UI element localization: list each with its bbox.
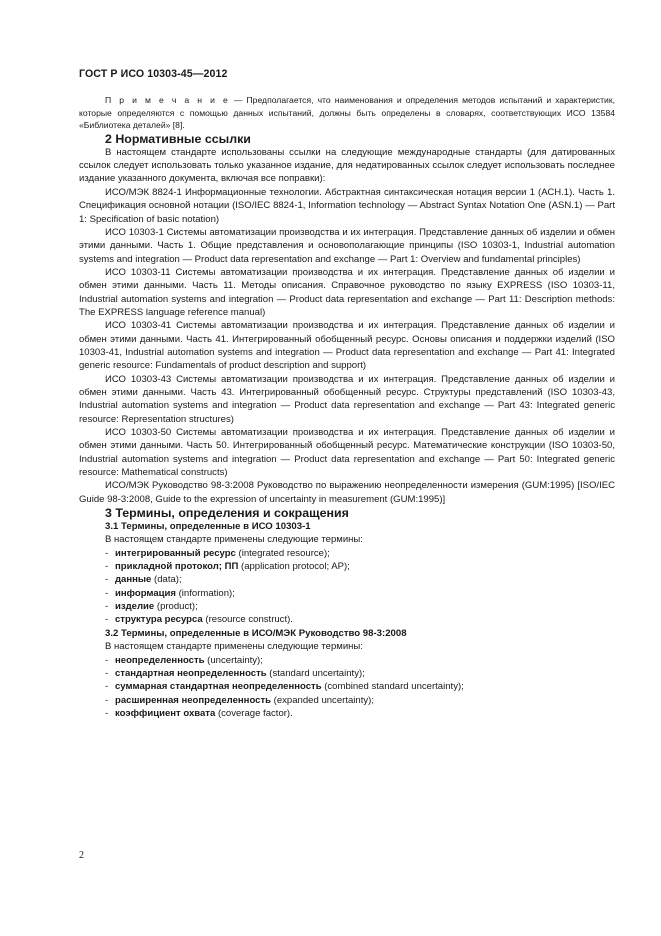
page-number: 2 <box>79 850 84 861</box>
note-text: — Предполагается, что наименования и определения методов испытаний и характеристик, которые определяются с помощью данных испытаний, должны быть определены в словарях, соответствующих ИСО 13584 «Библиотека деталей» [8]. <box>79 95 615 131</box>
section-2-intro: В настоящем стандарте использованы ссылки на следующие международные стандарты (для датированных ссылок следует использовать только указанное издание, для недатированных ссылок следует использовать последнее издание указанного документа, включая все поправки): <box>79 146 615 185</box>
section-2-title: 2 Нормативные ссылки <box>105 131 251 146</box>
term-item: - неопределенность (uncertainty); <box>105 654 263 666</box>
reference-iso-iec-8824-1: ИСО/МЭК 8824-1 Информационные технологии. Абстрактная синтаксическая нотация версии 1 (АСН.1). Часть 1. Спецификация основной нотации (ISO/IEC 8824-1, Information technology — Abstract Syntax Notation One (ASN.1) — Part 1: Specification of basic notation) <box>79 186 615 225</box>
term-item: - интегрированный ресурс (integrated resource); <box>105 547 330 559</box>
term-item: - стандартная неопределенность (standard uncertainty); <box>105 667 365 679</box>
reference-iso-10303-50: ИСО 10303-50 Системы автоматизации производства и их интеграция. Представление данных об изделии и обмен этими данными. Часть 50. Интегрированный обобщенный ресурс. Математические конструкции (ISO 10303-50, Industrial automation systems and integration — Product data representation and exchange — Part 50: Integrated generic resource: Mathematical constructs) <box>79 427 615 479</box>
term-item: - информация (information); <box>105 587 235 599</box>
terms-list-3-2 <box>79 654 615 721</box>
subsection-3-2-intro: В настоящем стандарте применены следующие термины: <box>105 641 363 653</box>
reference-iso-10303-43: ИСО 10303-43 Системы автоматизации производства и их интеграция. Представление данных об изделии и обмен этими данными. Часть 43. Интегрированный обобщенный ресурс. Структуры представлений (ISO 10303-43, Industrial automation systems and integration — Product data representation and exchange — Part 43: Integrated generic resource: Representation structures) <box>79 373 615 425</box>
note-label: П р и м е ч а н и е <box>105 95 230 105</box>
reference-iso-10303-41: ИСО 10303-41 Системы автоматизации производства и их интеграция. Представление данных об изделии и обмен этими данными. Часть 41. Интегрированный обобщенный ресурс. Основы описания и поддержки изделий (ISO 10303-41, Industrial automation systems and integration — Product data representation and exchange — Part 41: Integrated generic resource: Fundamentals of product description and support) <box>79 320 615 372</box>
document-header: ГОСТ Р ИСО 10303-45—2012 <box>79 68 228 80</box>
term-item: - данные (data); <box>105 574 182 586</box>
subsection-3-2-title: 3.2 Термины, определенные в ИСО/МЭК Руководство 98-3:2008 <box>105 627 407 639</box>
reference-iso-10303-1: ИСО 10303-1 Системы автоматизации производства и их интеграция. Представление данных об изделии и обмен этими данными. Часть 1. Общие представления и основополагающие принципы (ISO 10303-1, Industrial automation systems and integration — Product data representation and exchange — Part 1: Overview and fundamental principles) <box>79 226 615 265</box>
section-3-title: 3 Термины, определения и сокращения <box>105 506 349 521</box>
term-item: - прикладной протокол; ПП (application protocol; AP); <box>105 561 350 573</box>
page-content <box>79 94 615 720</box>
subsection-3-1-title: 3.1 Термины, определенные в ИСО 10303-1 <box>105 521 311 533</box>
subsection-3-1-intro: В настоящем стандарте применены следующие термины: <box>105 534 363 546</box>
term-item: - коэффициент охвата (coverage factor). <box>105 707 293 719</box>
term-item: - изделие (product); <box>105 601 198 613</box>
reference-guide-98-3: ИСО/МЭК Руководство 98-3:2008 Руководство по выражению неопределенности измерения (GUM:1995) [ISO/IEC Guide 98-3:2008, Guide to the expression of uncertainty in measurement (GUM:1995)] <box>79 480 615 505</box>
terms-list-3-1 <box>79 547 615 627</box>
term-item: - суммарная стандартная неопределенность (combined standard uncertainty); <box>105 681 464 693</box>
term-item: - структура ресурса (resource construct). <box>105 614 293 626</box>
note-paragraph <box>79 94 615 132</box>
reference-iso-10303-11: ИСО 10303-11 Системы автоматизации производства и их интеграция. Представление данных об изделии и обмен этими данными. Часть 11. Методы описания. Справочное руководство по языку EXPRESS (ISO 10303-11, Industrial automation systems and integration — Product data representation and exchange — Part 11: Description methods: The EXPRESS language reference manual) <box>79 266 615 318</box>
term-item: - расширенная неопределенность (expanded uncertainty); <box>105 694 374 706</box>
